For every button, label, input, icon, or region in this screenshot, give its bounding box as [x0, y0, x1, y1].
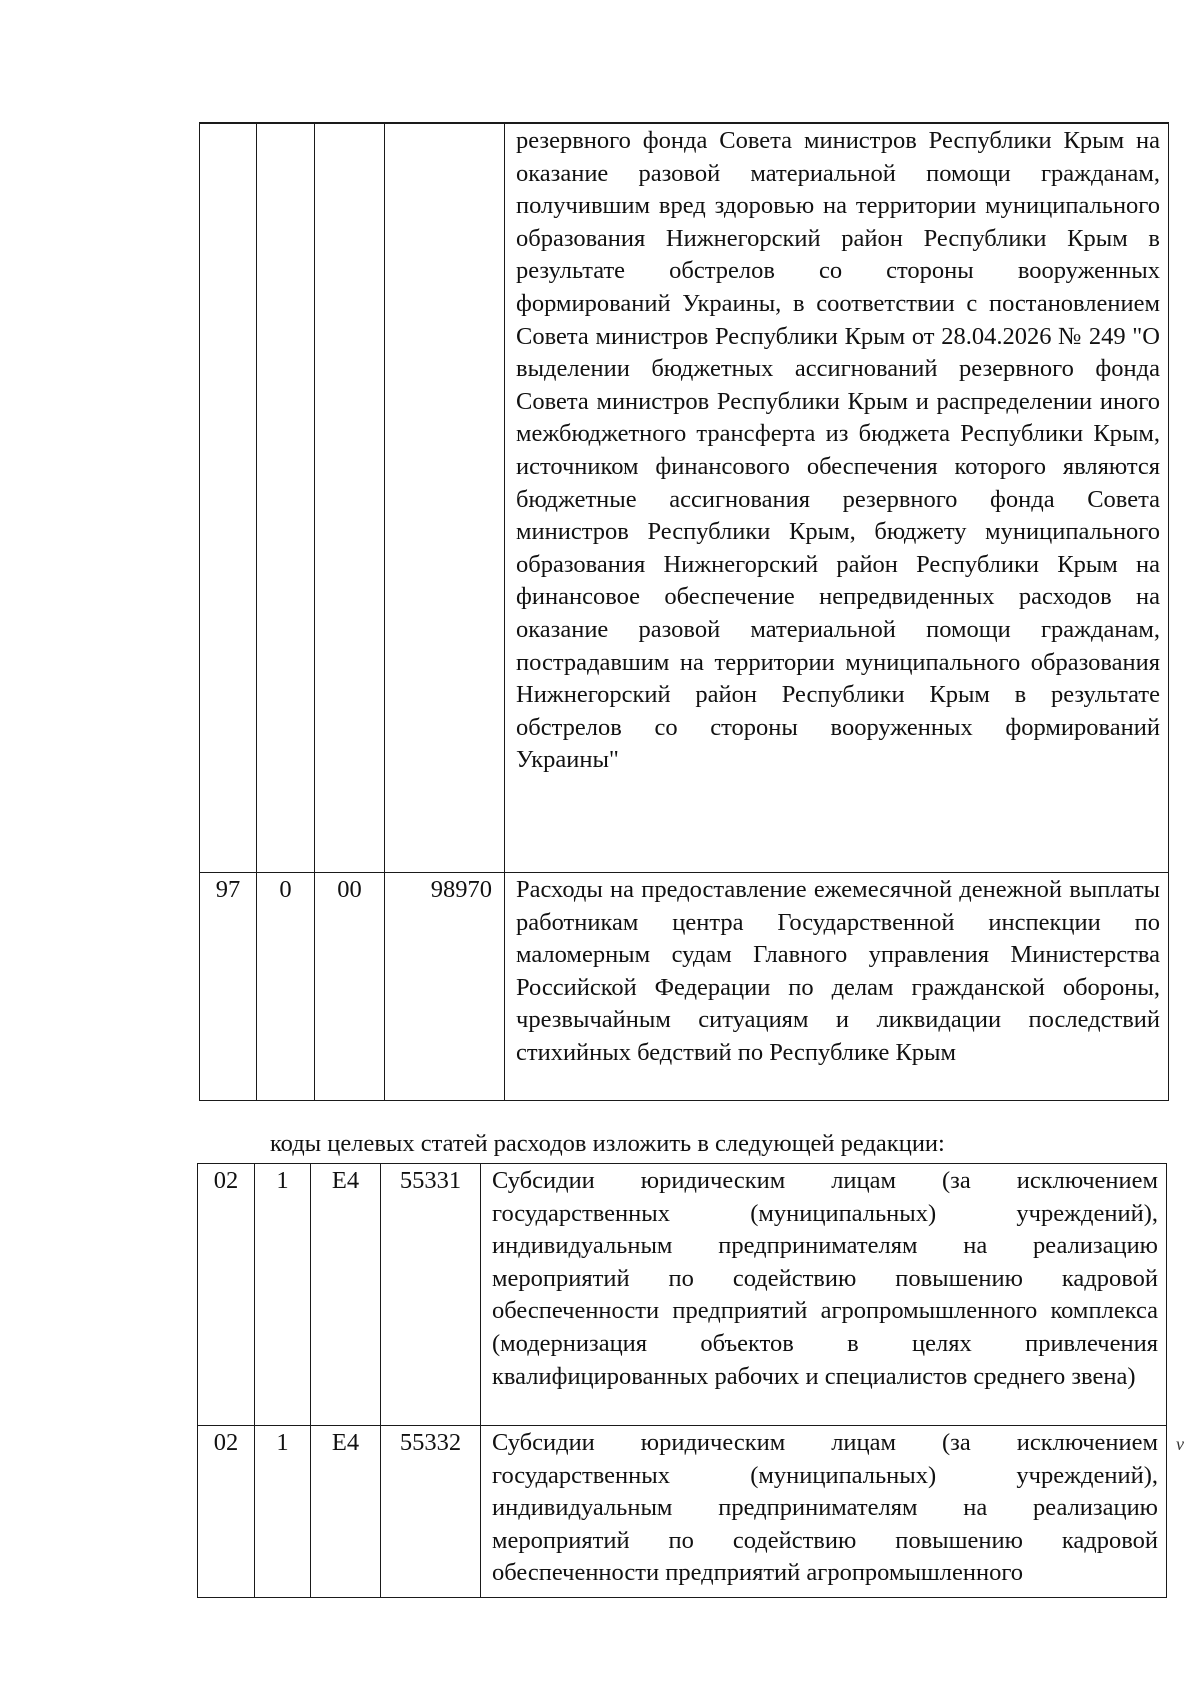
code-cell-subprogram: 1: [255, 1426, 311, 1598]
code-cell-direction: 55332: [381, 1426, 481, 1598]
description-cell: Субсидии юридическим лицам (за исключением государственных (муниципальных) учреждений), индивидуальным предпринимателям на реализацию мероприятий по содействию повышению кадровой обеспеченности предприятий агропромышленного комплекса (модернизация объектов в целях привлечения квалифицированных рабочих и специалистов среднего звена): [481, 1164, 1167, 1426]
margin-check-mark: v: [1176, 1434, 1184, 1454]
code-cell-program: 02: [198, 1164, 255, 1426]
code-cell-direction: 55331: [381, 1164, 481, 1426]
code-cell-subprogram: 1: [255, 1164, 311, 1426]
table-row: [198, 1164, 1167, 1426]
description-cell: резервного фонда Совета министров Республики Крым на оказание разовой материальной помощи гражданам, получившим вред здоровью на территории муниципального образования Нижнегорский район Республики Крым в результате обстрелов со стороны вооруженных формирований Украины, в соответствии с постановлением Совета министров Республики Крым от 28.04.2026 № 249 "О выделении бюджетных ассигнований резервного фонда Совета министров Республики Крым и распределении иного межбюджетного трансферта из бюджета Республики Крым, источником финансового обеспечения которого являются бюджетные ассигнования резервного фонда Совета министров Республики Крым, бюджету муниципального образования Нижнегорский район Республики Крым на финансовое обеспечение непредвиденных расходов на оказание разовой материальной помощи гражданам, пострадавшим на территории муниципального образования Нижнегорский район Республики Крым в результате обстрелов со стороны вооруженных формирований Украины": [505, 124, 1169, 873]
code-cell-event: [315, 124, 385, 873]
table-row: [200, 124, 1169, 873]
code-cell-event: 00: [315, 873, 385, 1101]
budget-codes-table-2: [197, 1163, 1167, 1598]
budget-codes-table-1: [199, 123, 1169, 1101]
code-cell-subprogram: 0: [257, 873, 315, 1101]
code-cell-direction: 98970: [385, 873, 505, 1101]
code-cell-subprogram: [257, 124, 315, 873]
instruction-paragraph: коды целевых статей расходов изложить в следующей редакции:: [270, 1130, 945, 1157]
code-cell-program: 02: [198, 1426, 255, 1598]
code-cell-program: 97: [200, 873, 257, 1101]
table-row: [200, 873, 1169, 1101]
description-cell: Субсидии юридическим лицам (за исключением государственных (муниципальных) учреждений), индивидуальным предпринимателям на реализацию мероприятий по содействию повышению кадровой обеспеченности предприятий агропромышленного: [481, 1426, 1167, 1598]
code-cell-event: Е4: [311, 1426, 381, 1598]
code-cell-direction: [385, 124, 505, 873]
description-cell: Расходы на предоставление ежемесячной денежной выплаты работникам центра Государственной инспекции по маломерным судам Главного управления Министерства Российской Федерации по делам гражданской обороны, чрезвычайным ситуациям и ликвидации последствий стихийных бедствий по Республике Крым: [505, 873, 1169, 1101]
table-row: [198, 1426, 1167, 1598]
code-cell-event: Е4: [311, 1164, 381, 1426]
code-cell-program: [200, 124, 257, 873]
